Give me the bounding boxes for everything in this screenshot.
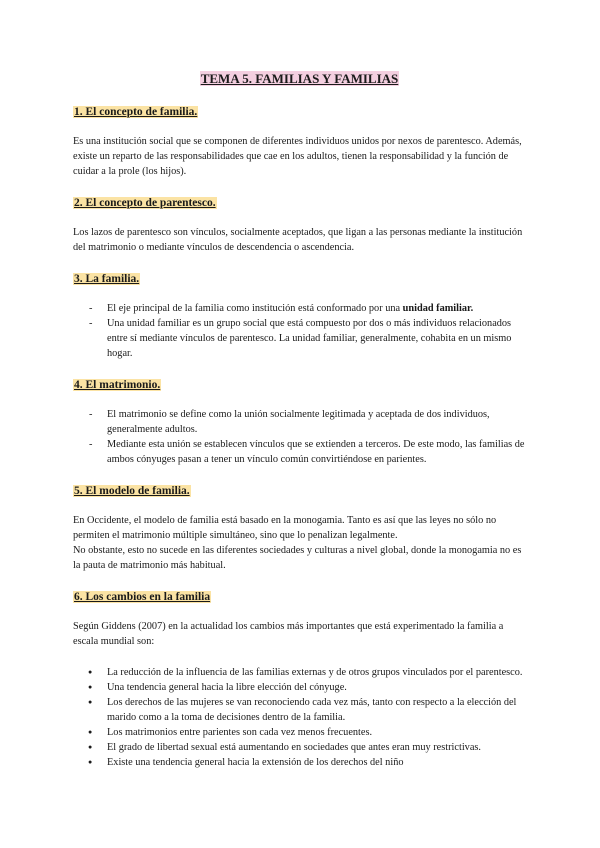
document-title: [73, 70, 526, 88]
section-6-intro: Según Giddens (2007) en la actualidad los cambios más importantes que está experimentado la familia a escala mundial son:: [73, 621, 504, 647]
section-heading-6: 6. Los cambios en la familia: [74, 591, 211, 603]
list-item: ● La reducción de la influencia de las familias externas y de otros grupos vinculados por el parentesco.: [73, 665, 526, 680]
list-item: ● Los derechos de las mujeres se van reconociendo cada vez más, tanto con respecto a la elección del marido como a la toma de decisiones dentro de la familia.: [73, 695, 526, 725]
list-item: ● Una tendencia general hacia la libre elección del cónyuge.: [73, 680, 526, 695]
section-6-list: [73, 665, 526, 770]
list-item: ● El grado de libertad sexual está aumentando en sociedades que antes eran muy restrictivas.: [73, 740, 526, 755]
section-5-paragraph-2: No obstante, esto no sucede en las diferentes sociedades y culturas a nivel global, donde la monogamia no es la pauta de matrimonio más habitual.: [73, 545, 522, 571]
bold-term: unidad familiar.: [402, 303, 474, 314]
section-1-paragraph: Es una institución social que se componen de diferentes individuos unidos por nexos de parentesco. Además, existe un reparto de las responsabilidades que cae en los adultos, tienen la responsabilidad y la función de cuidar a la prole (los hijos).: [73, 136, 522, 177]
list-item: - El eje principal de la familia como institución está conformado por una unidad familiar.: [73, 301, 526, 316]
section-5-paragraph-1: En Occidente, el modelo de familia está basado en la monogamia. Tanto es así que las leyes no sólo no permiten el matrimonio múltiple simultáneo, sino que lo penalizan legalmente.: [73, 515, 497, 541]
list-item: - Una unidad familiar es un grupo social que está compuesto por dos o más individuos relacionados entre sí mediante vínculos de parentesco. La unidad familiar, generalmente, cohabita en un mismo hogar.: [73, 316, 526, 361]
list-item: ● Existe una tendencia general hacia la extensión de los derechos del niño: [73, 755, 526, 770]
document-title-text: TEMA 5. FAMILIAS Y FAMILIAS: [200, 71, 399, 86]
list-item: - El matrimonio se define como la unión socialmente legitimada y aceptada de dos individuos, generalmente adultos.: [73, 407, 526, 437]
section-heading-3: 3. La familia.: [74, 273, 140, 285]
section-heading-2: 2. El concepto de parentesco.: [74, 197, 216, 209]
list-item: ● Los matrimonios entre parientes son cada vez menos frecuentes.: [73, 725, 526, 740]
section-2-paragraph: Los lazos de parentesco son vínculos, socialmente aceptados, que ligan a las personas mediante la institución del matrimonio o mediante vínculos de descendencia o ascendencia.: [73, 227, 523, 253]
section-heading-5: 5. El modelo de familia.: [74, 485, 190, 497]
section-heading-4: 4. El matrimonio.: [74, 379, 161, 391]
list-item: - Mediante esta unión se establecen vínculos que se extienden a terceros. De este modo, las familias de ambos cónyuges pasan a tener un vínculo común convirtiéndose en parientes.: [73, 437, 526, 467]
section-heading-1: 1. El concepto de familia.: [74, 106, 198, 118]
section-3-list: [73, 301, 526, 361]
section-4-list: [73, 407, 526, 467]
